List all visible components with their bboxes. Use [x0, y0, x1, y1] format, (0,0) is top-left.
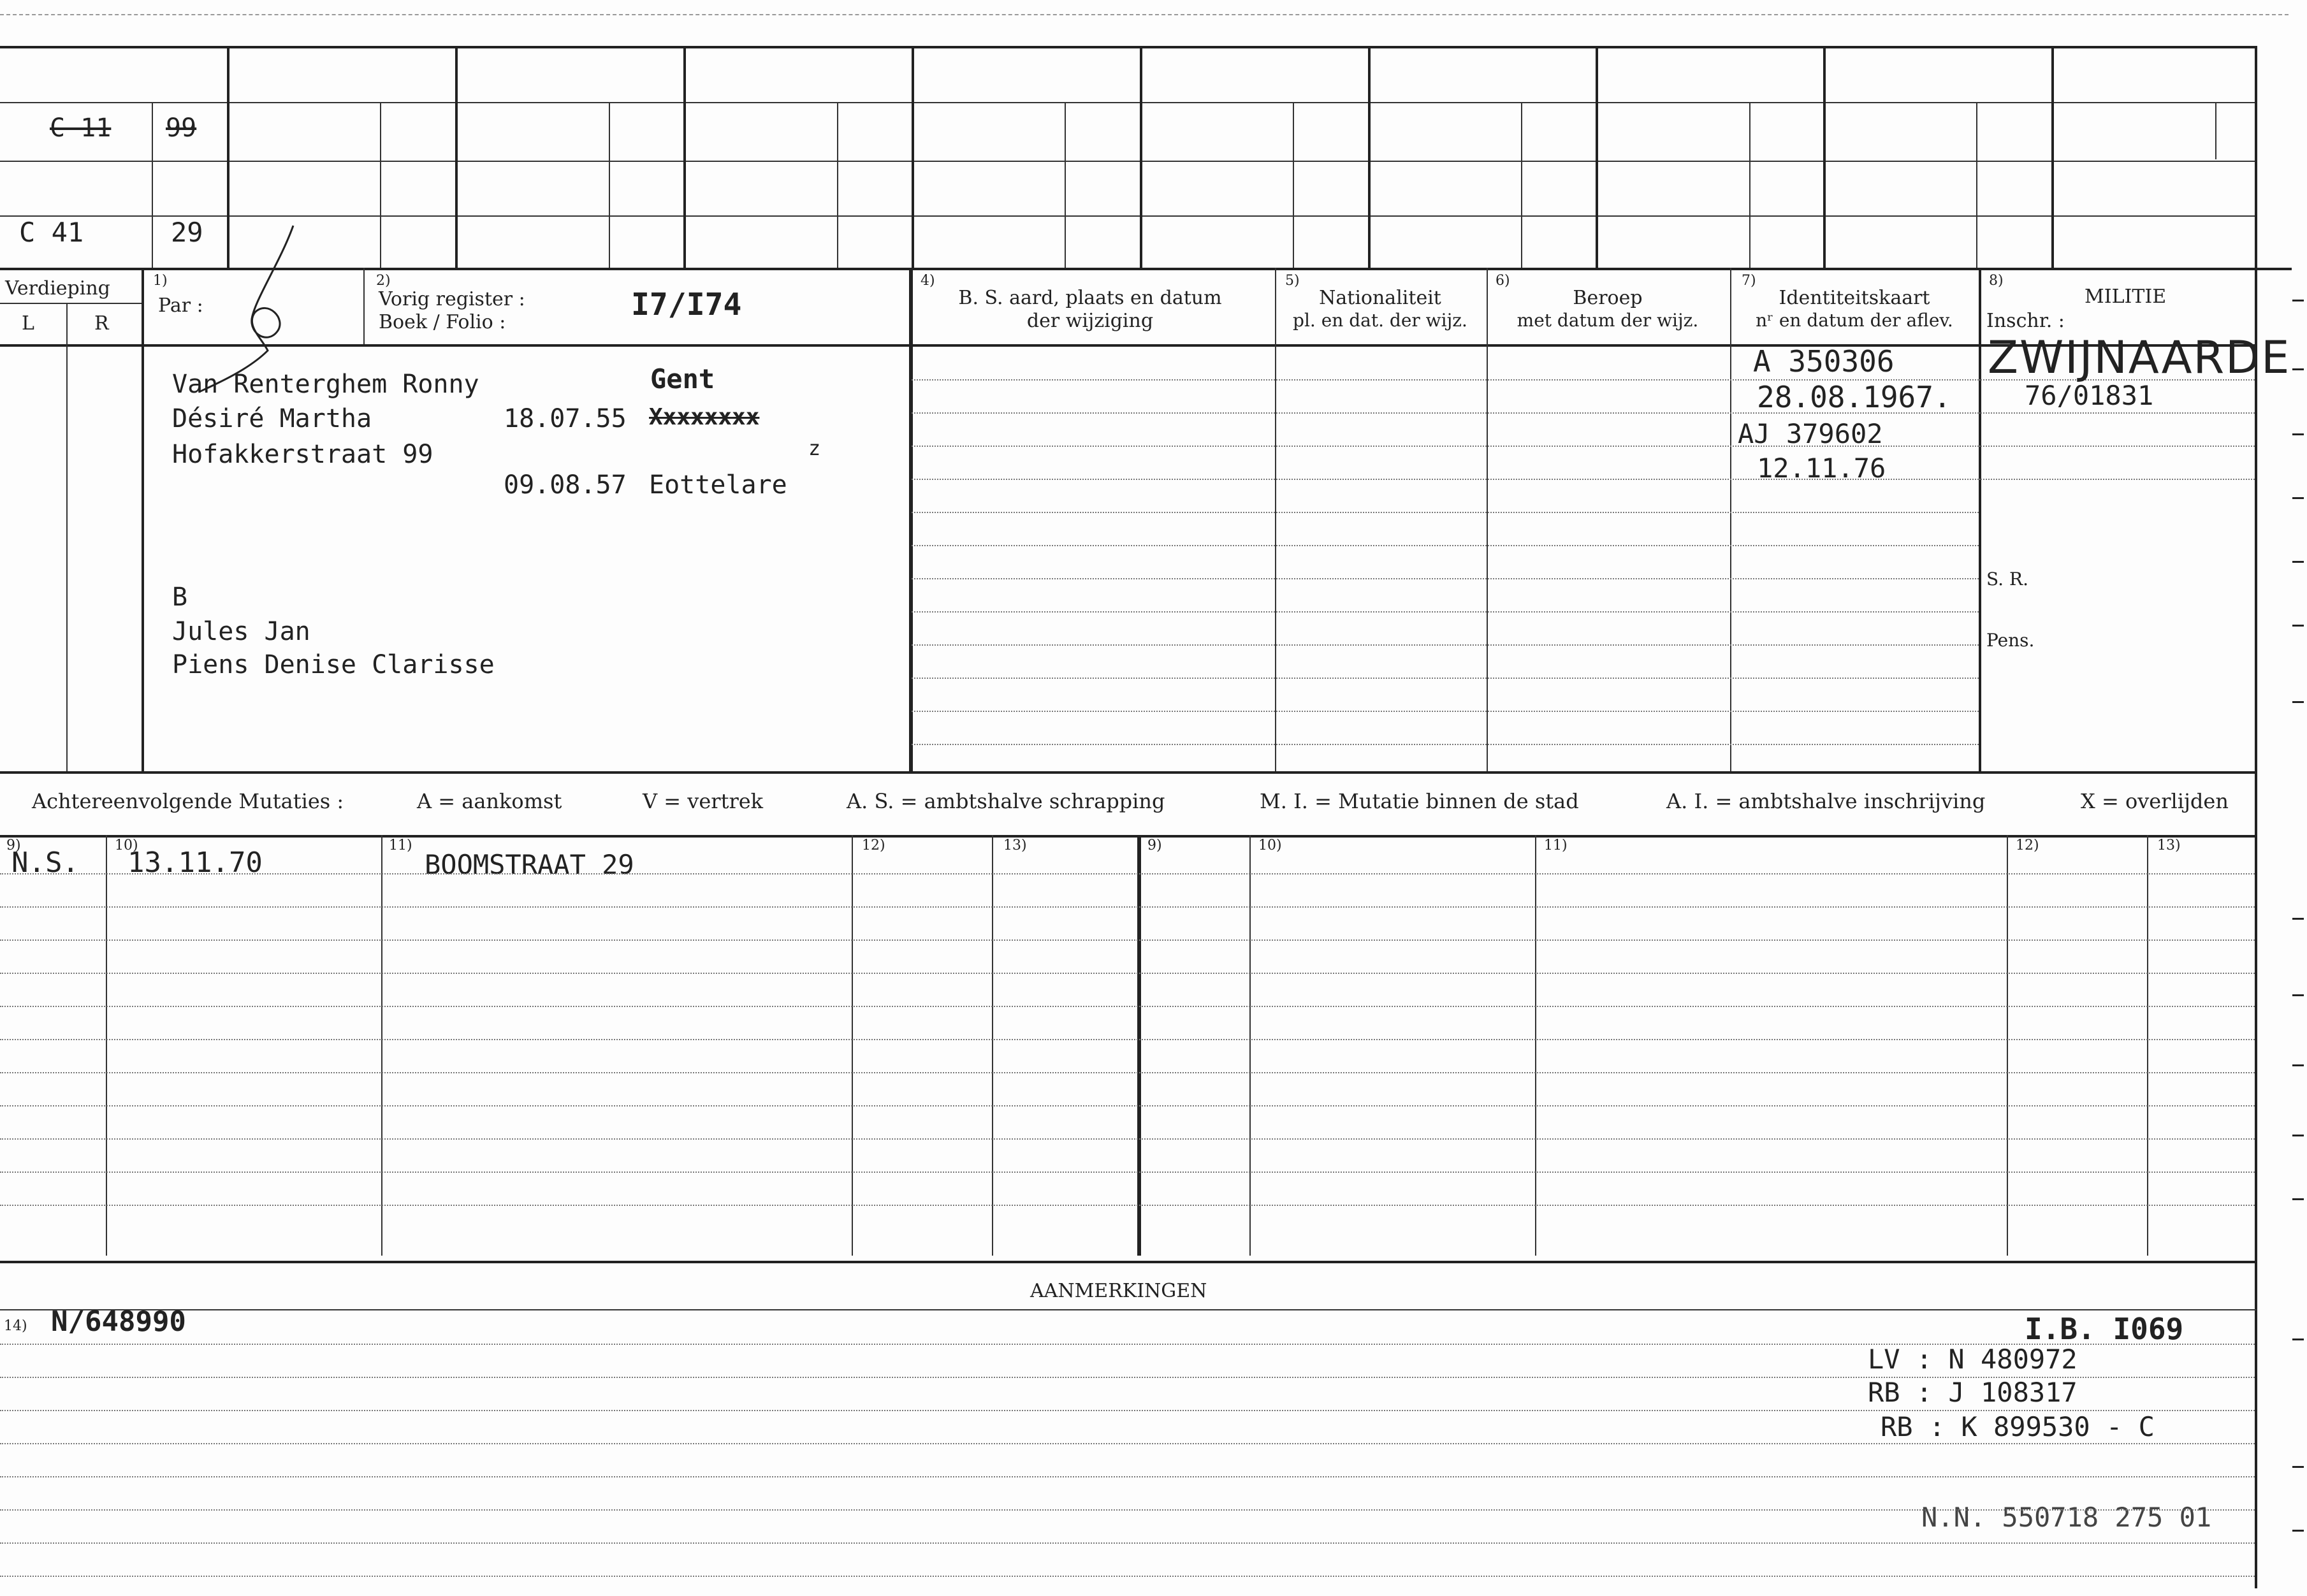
ruled-line — [0, 906, 2255, 908]
remark-reference: N/648990 — [51, 1305, 186, 1338]
grid-line — [0, 102, 2257, 103]
ruled-line — [1979, 479, 2255, 480]
second-place: Eottelare — [649, 470, 787, 500]
ruled-line — [912, 611, 1979, 613]
col-num: 7) — [1742, 273, 1756, 289]
remark-ib: I.B. I069 — [2025, 1312, 2184, 1346]
register-number-struck: 99 — [166, 113, 197, 143]
pens-label: Pens. — [1986, 630, 2035, 651]
edge-tick — [2292, 433, 2304, 435]
col7-header-line2: nʳ en datum der aflev. — [1756, 310, 1953, 331]
legend-ai: A. I. = ambtshalve inschrijving — [1666, 789, 1986, 813]
legend-mi: M. I. = Mutatie binnen de stad — [1260, 789, 1579, 813]
grid-vline — [1749, 102, 1750, 268]
col5-header-line1: Nationaliteit — [1319, 287, 1441, 309]
ruled-line — [912, 512, 1979, 513]
ruled-line — [0, 1509, 2255, 1511]
edge-tick — [2292, 1135, 2304, 1136]
grid-vline — [1730, 268, 1731, 771]
grid-line — [0, 161, 2257, 162]
ruled-line — [1979, 446, 2255, 447]
ruled-line — [0, 1542, 2255, 1544]
edge-tick — [2292, 561, 2304, 563]
right-label: R — [94, 312, 109, 335]
legend-as: A. S. = ambtshalve schrapping — [847, 789, 1165, 813]
col-num: 12) — [2016, 838, 2039, 853]
edge-tick — [2292, 368, 2304, 370]
id-card-number: A 350306 — [1753, 344, 1895, 379]
militie-title: MILITIE — [2085, 286, 2167, 308]
grid-line — [0, 835, 2257, 838]
col-num: 10) — [1258, 838, 1282, 853]
ruled-line — [0, 1138, 2255, 1140]
edge-tick — [2292, 625, 2304, 627]
grid-vline — [837, 102, 838, 268]
ruled-line — [0, 1072, 2255, 1073]
grid-vline — [1249, 835, 1251, 1256]
edge-tick — [2292, 497, 2304, 499]
register-code-struck: C 11 — [50, 113, 112, 143]
remark-rb2: RB : K 899530 - C — [1881, 1411, 2155, 1442]
id-card-number-2: AJ 379602 — [1738, 418, 1883, 449]
col-num: 13) — [1003, 838, 1027, 853]
edge-tick — [2292, 701, 2304, 703]
remark-lv: LV : N 480972 — [1868, 1344, 2078, 1375]
ruled-line — [912, 578, 1979, 579]
col-num: 9) — [6, 838, 21, 853]
legend-x: X = overlijden — [2081, 789, 2229, 813]
ruled-line — [0, 1410, 2255, 1411]
grid-line — [0, 771, 2257, 774]
grid-vline — [1521, 102, 1522, 268]
grid-vline — [1976, 102, 1977, 268]
grid-vline — [363, 268, 365, 344]
grid-vline — [1823, 46, 1826, 268]
col-num: 12) — [862, 838, 885, 853]
grid-line — [0, 46, 2257, 48]
register-number: 29 — [171, 217, 203, 248]
grid-vline — [909, 268, 913, 771]
second-date: 09.08.57 — [504, 470, 627, 500]
inschr-label: Inschr. : — [1986, 310, 2065, 332]
mutation-address: BOOMSTRAAT 29 — [425, 849, 634, 880]
person-address: Hofakkerstraat 99 — [172, 440, 433, 469]
legend-a: A = aankomst — [417, 789, 562, 813]
ruled-line — [0, 1039, 2255, 1040]
col-num: 6) — [1496, 273, 1510, 289]
grid-vline — [1596, 46, 1598, 268]
ruled-line — [0, 1344, 2255, 1345]
col-num: 8) — [1989, 273, 2004, 289]
grid-vline — [106, 835, 107, 1256]
ruled-line — [0, 1377, 2255, 1378]
par-label: Par : — [158, 294, 203, 317]
ruled-line — [912, 678, 1979, 679]
verdieping-label: Verdieping — [5, 277, 110, 300]
col-num: 10) — [115, 838, 138, 853]
edge-tick — [2292, 1198, 2304, 1200]
father-name: Jules Jan — [172, 617, 310, 646]
grid-vline — [1275, 268, 1276, 771]
ruled-line — [0, 939, 2255, 941]
col4-header-line2: der wijziging — [1026, 310, 1154, 332]
grid-vline — [992, 835, 993, 1256]
edge-tick — [2292, 918, 2304, 920]
mother-name: Piens Denise Clarisse — [172, 650, 495, 679]
boek-folio-label: Boek / Folio : — [379, 311, 506, 333]
edge-tick — [2292, 1530, 2304, 1532]
col4-header-line1: B. S. aard, plaats en datum — [958, 287, 1222, 309]
vorig-register-value: I7/I74 — [631, 287, 742, 323]
col-num: 5) — [1285, 273, 1300, 289]
birth-place-struck: Xxxxxxxx — [649, 404, 760, 430]
grid-vline — [683, 46, 686, 268]
sr-label: S. R. — [1986, 569, 2028, 590]
ruled-line — [912, 545, 1979, 546]
id-card-date-2: 12.11.76 — [1757, 453, 1886, 484]
col6-header-line2: met datum der wijz. — [1517, 310, 1699, 331]
aanmerkingen-title: AANMERKINGEN — [1030, 1280, 1207, 1302]
col-num: 2) — [376, 273, 391, 289]
grid-vline — [1065, 102, 1066, 268]
ruled-line — [912, 744, 1979, 745]
grid-vline — [1137, 835, 1141, 1256]
edge-tick — [2292, 1338, 2304, 1340]
mutation-date: 13.11.70 — [127, 846, 263, 879]
edge-tick — [2292, 1466, 2304, 1468]
ruled-line — [0, 1576, 2255, 1577]
register-code: C 41 — [19, 217, 84, 248]
left-label: L — [22, 312, 34, 335]
grid-vline — [142, 268, 144, 771]
grid-line — [0, 215, 2257, 217]
vorig-register-label: Vorig register : — [379, 288, 525, 310]
remark-rb1: RB : J 108317 — [1868, 1377, 2078, 1408]
ruled-line — [0, 1476, 2255, 1477]
mutation-type: N.S. — [11, 846, 79, 879]
grid-line — [0, 303, 143, 304]
edge-tick — [2292, 1064, 2304, 1066]
ruled-line — [0, 1105, 2255, 1106]
mutaties-title: Achtereenvolgende Mutaties : — [32, 789, 344, 813]
grid-vline — [2007, 835, 2008, 1256]
grid-line — [0, 1261, 2257, 1263]
grid-vline — [852, 835, 853, 1256]
grid-line — [0, 268, 2292, 270]
col-num: 14) — [4, 1318, 27, 1334]
grid-vline — [2051, 46, 2054, 268]
edge-tick — [2292, 300, 2304, 301]
col-num: 1) — [153, 273, 168, 289]
grid-vline — [609, 102, 610, 268]
grid-vline — [455, 46, 458, 268]
ruled-line — [0, 1172, 2255, 1173]
grid-vline — [1140, 46, 1142, 268]
grid-vline — [1368, 46, 1371, 268]
col7-header-line1: Identiteitskaart — [1779, 287, 1930, 309]
col-num: 11) — [1544, 838, 1568, 853]
ruled-line — [0, 1205, 2255, 1206]
birth-date: 18.07.55 — [504, 404, 627, 433]
grid-vline — [152, 102, 153, 268]
id-card-date: 28.08.1967. — [1757, 380, 1951, 414]
margin-mark: z — [808, 436, 821, 460]
grid-vline — [1293, 102, 1294, 268]
col5-header-line2: pl. en dat. der wijz. — [1293, 310, 1467, 331]
grid-vline — [1535, 835, 1536, 1256]
marker-b: B — [172, 583, 188, 612]
grid-vline — [2215, 102, 2216, 159]
person-name: Van Renterghem Ronny — [172, 370, 479, 399]
col-num: 13) — [2157, 838, 2181, 853]
grid-vline — [1979, 268, 1981, 771]
grid-vline — [381, 835, 382, 1256]
legend-v: V = vertrek — [643, 789, 764, 813]
ruled-line — [0, 873, 2255, 874]
col6-header-line1: Beroep — [1573, 287, 1643, 309]
top-edge — [0, 14, 2289, 15]
militie-number: 76/01831 — [2025, 380, 2154, 411]
grid-line — [0, 344, 2257, 347]
ruled-line — [1979, 412, 2255, 414]
ruled-line — [912, 711, 1979, 712]
grid-vline — [1487, 268, 1488, 771]
person-given-names: Désiré Martha — [172, 404, 372, 433]
grid-vline — [912, 46, 914, 268]
col-num: 11) — [389, 838, 412, 853]
militie-place-stamp: ZWIJNAARDE — [1988, 331, 2291, 384]
grid-vline — [66, 303, 68, 771]
ruled-line — [0, 973, 2255, 974]
col-num: 9) — [1147, 838, 1162, 853]
national-number: N.N. 550718 275 01 — [1921, 1502, 2212, 1533]
ruled-line — [912, 644, 1979, 646]
right-border — [2255, 46, 2257, 1588]
grid-line — [0, 1309, 2257, 1310]
grid-vline — [2147, 835, 2148, 1256]
birth-place: Gent — [650, 363, 715, 395]
grid-vline — [380, 102, 381, 268]
ruled-line — [0, 1443, 2255, 1444]
signature-mark — [191, 217, 331, 395]
ruled-line — [0, 1006, 2255, 1007]
col-num: 4) — [921, 273, 935, 289]
edge-tick — [2292, 994, 2304, 996]
